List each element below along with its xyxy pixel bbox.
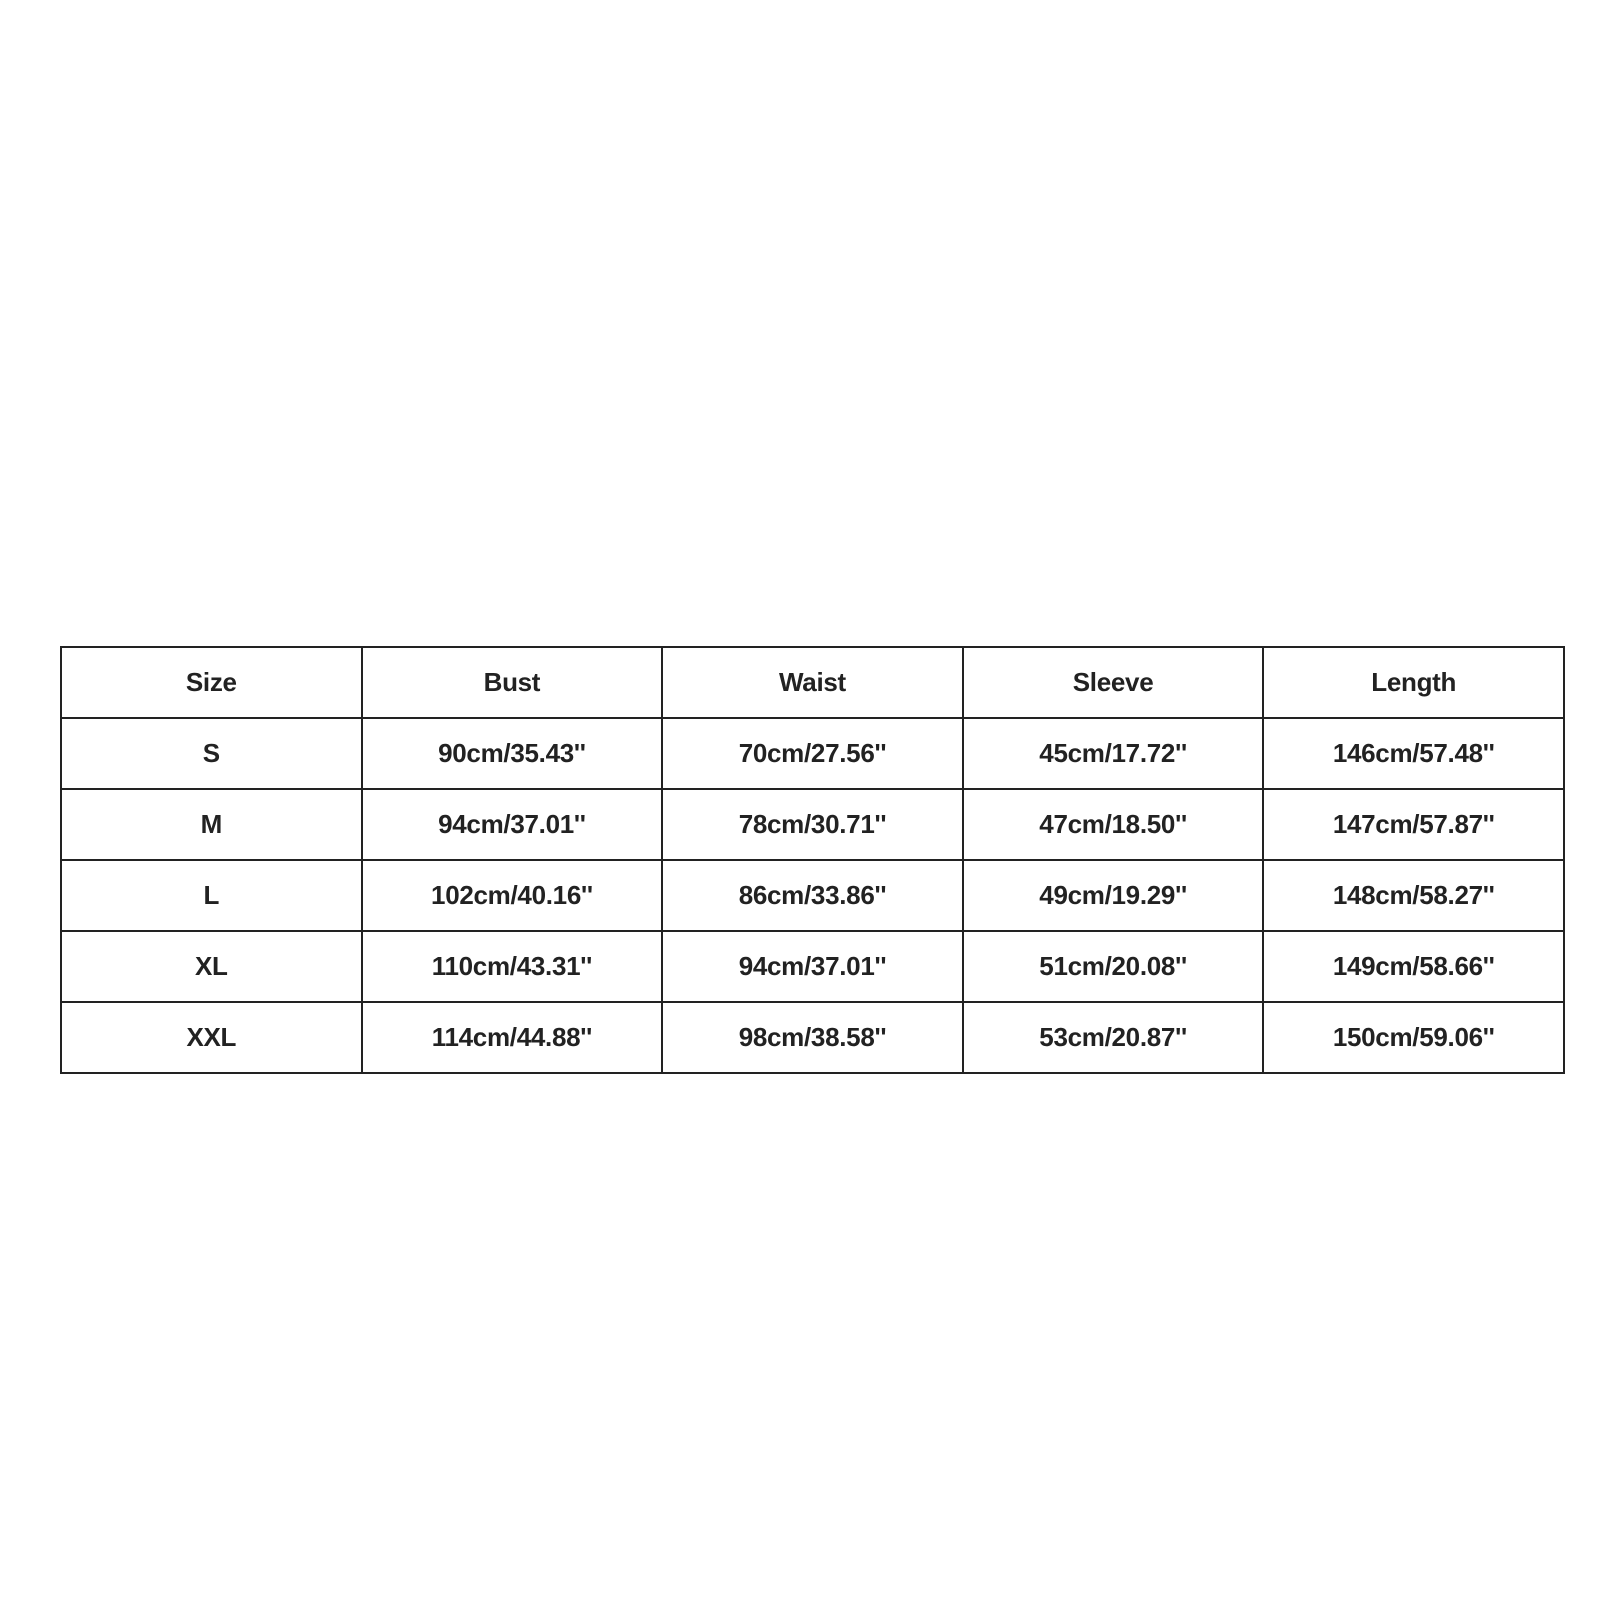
cell-waist: 94cm/37.01'' <box>662 931 963 1002</box>
header-row <box>61 647 1564 718</box>
cell-length: 147cm/57.87'' <box>1263 789 1564 860</box>
size-chart-body <box>61 718 1564 1073</box>
cell-length: 150cm/59.06'' <box>1263 1002 1564 1073</box>
table-row <box>61 931 1564 1002</box>
table-row <box>61 1002 1564 1073</box>
header-size: Size <box>61 647 362 718</box>
cell-waist: 98cm/38.58'' <box>662 1002 963 1073</box>
cell-sleeve: 49cm/19.29'' <box>963 860 1264 931</box>
cell-sleeve: 45cm/17.72'' <box>963 718 1264 789</box>
cell-size: XL <box>61 931 362 1002</box>
cell-waist: 78cm/30.71'' <box>662 789 963 860</box>
cell-size: L <box>61 860 362 931</box>
cell-waist: 86cm/33.86'' <box>662 860 963 931</box>
cell-bust: 90cm/35.43'' <box>362 718 663 789</box>
cell-waist: 70cm/27.56'' <box>662 718 963 789</box>
size-chart-table <box>60 646 1565 1074</box>
table-row <box>61 789 1564 860</box>
cell-bust: 110cm/43.31'' <box>362 931 663 1002</box>
cell-sleeve: 53cm/20.87'' <box>963 1002 1264 1073</box>
cell-sleeve: 51cm/20.08'' <box>963 931 1264 1002</box>
header-waist: Waist <box>662 647 963 718</box>
header-bust: Bust <box>362 647 663 718</box>
cell-length: 146cm/57.48'' <box>1263 718 1564 789</box>
header-length: Length <box>1263 647 1564 718</box>
table-row <box>61 860 1564 931</box>
size-chart-header <box>61 647 1564 718</box>
cell-length: 149cm/58.66'' <box>1263 931 1564 1002</box>
header-sleeve: Sleeve <box>963 647 1264 718</box>
cell-length: 148cm/58.27'' <box>1263 860 1564 931</box>
table-row <box>61 718 1564 789</box>
cell-size: M <box>61 789 362 860</box>
cell-bust: 114cm/44.88'' <box>362 1002 663 1073</box>
cell-size: S <box>61 718 362 789</box>
cell-sleeve: 47cm/18.50'' <box>963 789 1264 860</box>
cell-bust: 102cm/40.16'' <box>362 860 663 931</box>
cell-bust: 94cm/37.01'' <box>362 789 663 860</box>
cell-size: XXL <box>61 1002 362 1073</box>
